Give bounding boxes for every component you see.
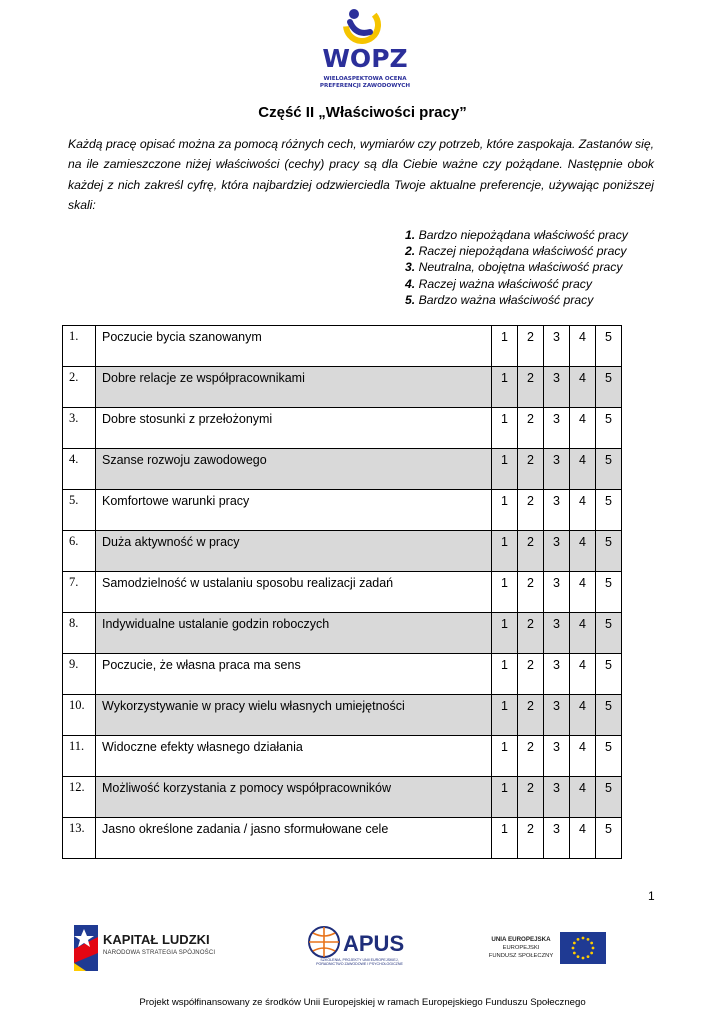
kapital-ludzki-logo (68, 923, 228, 975)
table-row (63, 736, 622, 777)
eu-star-icon (577, 955, 580, 958)
rating-option-3[interactable]: 3 (544, 408, 570, 449)
rating-option-3[interactable]: 3 (544, 818, 570, 859)
item-number: 11. (63, 736, 96, 777)
table-row (63, 408, 622, 449)
rating-option-5[interactable]: 5 (596, 613, 622, 654)
rating-option-4[interactable]: 4 (570, 367, 596, 408)
rating-option-5[interactable]: 5 (596, 367, 622, 408)
rating-option-1[interactable]: 1 (492, 408, 518, 449)
scale-item: 4. Raczej ważna właściwość pracy (405, 276, 592, 291)
rating-option-1[interactable]: 1 (492, 736, 518, 777)
item-number: 12. (63, 777, 96, 818)
eu-flag-icon (560, 932, 606, 964)
table-row (63, 654, 622, 695)
table-row (63, 326, 622, 367)
rating-option-4[interactable]: 4 (570, 613, 596, 654)
rating-option-3[interactable]: 3 (544, 490, 570, 531)
item-label: Indywidualne ustalanie godzin roboczych (96, 613, 492, 654)
rating-option-2[interactable]: 2 (518, 695, 544, 736)
rating-option-4[interactable]: 4 (570, 490, 596, 531)
rating-option-4[interactable]: 4 (570, 572, 596, 613)
table-row (63, 613, 622, 654)
rating-option-3[interactable]: 3 (544, 654, 570, 695)
eu-star-icon (572, 947, 575, 950)
item-label: Dobre relacje ze współpracownikami (96, 367, 492, 408)
item-number: 4. (63, 449, 96, 490)
logo-subtitle: WIELOASPEKTOWA OCENA PREFERENCJI ZAWODOWYCH (319, 76, 411, 89)
table-row (63, 531, 622, 572)
apus-wordmark: APUS (343, 931, 405, 956)
eu-star-icon (587, 955, 590, 958)
apus-globe-icon (305, 925, 343, 959)
rating-option-4[interactable]: 4 (570, 449, 596, 490)
rating-option-4[interactable]: 4 (570, 736, 596, 777)
rating-option-2[interactable]: 2 (518, 654, 544, 695)
rating-option-3[interactable]: 3 (544, 736, 570, 777)
scale-item: 2. Raczej niepożądana właściwość pracy (405, 244, 627, 259)
rating-option-3[interactable]: 3 (544, 326, 570, 367)
logo-wordmark: WOPZ (322, 44, 408, 73)
eu-star-icon (577, 938, 580, 941)
item-label: Samodzielność w ustalaniu sposobu realizacji zadań (96, 572, 492, 613)
rating-option-4[interactable]: 4 (570, 777, 596, 818)
rating-option-3[interactable]: 3 (544, 777, 570, 818)
eu-logo-text: UNIA EUROPEJSKA EUROPEJSKI FUNDUSZ SPOŁECZNY (488, 936, 554, 959)
rating-scale-legend (405, 227, 628, 308)
rating-option-1[interactable]: 1 (492, 326, 518, 367)
rating-option-1[interactable]: 1 (492, 449, 518, 490)
instructions: Każdą pracę opisać można za pomocą różnych cech, wymiarów czy potrzeb, które zaspokaja. Zastanów się, na ile zamieszczone niżej właściwości (cechy) pracy są dla Ciebie ważne czy pożądane. Następnie obok każdej z nich zakreśl cyfrę, która najbardziej odzwierciedla Twoje aktualne preferencje, używając poniższej skali: (68, 137, 654, 213)
rating-option-5[interactable]: 5 (596, 490, 622, 531)
rating-option-1[interactable]: 1 (492, 613, 518, 654)
rating-option-5[interactable]: 5 (596, 572, 622, 613)
rating-option-1[interactable]: 1 (492, 367, 518, 408)
rating-option-2[interactable]: 2 (518, 326, 544, 367)
rating-option-3[interactable]: 3 (544, 531, 570, 572)
item-number: 1. (63, 326, 96, 367)
rating-option-5[interactable]: 5 (596, 449, 622, 490)
rating-option-3[interactable]: 3 (544, 572, 570, 613)
rating-option-2[interactable]: 2 (518, 490, 544, 531)
rating-option-4[interactable]: 4 (570, 654, 596, 695)
rating-option-1[interactable]: 1 (492, 695, 518, 736)
rating-option-1[interactable]: 1 (492, 818, 518, 859)
rating-option-5[interactable]: 5 (596, 531, 622, 572)
rating-option-3[interactable]: 3 (544, 695, 570, 736)
rating-option-2[interactable]: 2 (518, 818, 544, 859)
table-row (63, 367, 622, 408)
item-number: 6. (63, 531, 96, 572)
table-row (63, 449, 622, 490)
item-label: Wykorzystywanie w pracy wielu własnych umiejętności (96, 695, 492, 736)
item-number: 2. (63, 367, 96, 408)
table-row (63, 572, 622, 613)
preferences-table (62, 325, 622, 859)
rating-option-1[interactable]: 1 (492, 777, 518, 818)
table-row (63, 777, 622, 818)
item-number: 5. (63, 490, 96, 531)
kapital-ludzki-emblem-icon (68, 923, 102, 973)
table-row (63, 695, 622, 736)
rating-option-5[interactable]: 5 (596, 326, 622, 367)
page-title: Część II „Właściwości pracy” (258, 104, 467, 121)
rating-option-1[interactable]: 1 (492, 490, 518, 531)
rating-option-1[interactable]: 1 (492, 654, 518, 695)
rating-option-5[interactable]: 5 (596, 695, 622, 736)
scale-item: 3. Neutralna, obojętna właściwość pracy (405, 260, 623, 275)
item-label: Szanse rozwoju zawodowego (96, 449, 492, 490)
scale-item: 1. Bardzo niepożądana właściwość pracy (405, 228, 628, 242)
rating-option-2[interactable]: 2 (518, 613, 544, 654)
rating-option-5[interactable]: 5 (596, 777, 622, 818)
rating-option-2[interactable]: 2 (518, 367, 544, 408)
rating-option-4[interactable]: 4 (570, 818, 596, 859)
apus-logo (305, 925, 415, 975)
eu-logo (484, 932, 607, 968)
rating-option-2[interactable]: 2 (518, 777, 544, 818)
rating-option-1[interactable]: 1 (492, 531, 518, 572)
page-number: 1 (648, 889, 655, 903)
rating-option-2[interactable]: 2 (518, 449, 544, 490)
rating-option-3[interactable]: 3 (544, 449, 570, 490)
eu-star-icon (592, 947, 595, 950)
wopz-emblem-icon (342, 6, 382, 44)
item-number: 9. (63, 654, 96, 695)
item-label: Duża aktywność w pracy (96, 531, 492, 572)
rating-option-4[interactable]: 4 (570, 408, 596, 449)
table-row (63, 818, 622, 859)
item-number: 7. (63, 572, 96, 613)
eu-star-icon (582, 957, 585, 960)
item-number: 10. (63, 695, 96, 736)
scale-item: 5. Bardzo ważna właściwość pracy (405, 292, 594, 307)
item-label: Poczucie, że własna praca ma sens (96, 654, 492, 695)
rating-option-5[interactable]: 5 (596, 408, 622, 449)
item-number: 8. (63, 613, 96, 654)
kapital-ludzki-title: KAPITAŁ LUDZKI (103, 932, 210, 947)
rating-option-1[interactable]: 1 (492, 572, 518, 613)
item-label: Jasno określone zadania / jasno sformułowane cele (96, 818, 492, 859)
rating-option-2[interactable]: 2 (518, 572, 544, 613)
rating-option-5[interactable]: 5 (596, 654, 622, 695)
rating-option-2[interactable]: 2 (518, 531, 544, 572)
eu-star-icon (582, 937, 585, 940)
table-row (63, 490, 622, 531)
rating-option-4[interactable]: 4 (570, 326, 596, 367)
rating-option-4[interactable]: 4 (570, 695, 596, 736)
item-number: 3. (63, 408, 96, 449)
rating-option-3[interactable]: 3 (544, 613, 570, 654)
wopz-logo (300, 6, 430, 96)
rating-option-5[interactable]: 5 (596, 818, 622, 859)
kapital-ludzki-subtitle: NARODOWA STRATEGIA SPÓJNOŚCI (103, 950, 216, 956)
apus-subtitle: SZKOLENIA, PROJEKTY UNII EUROPEJSKIEJ, PORADNICTWO ZAWODOWE I PSYCHOLOGICZNE (316, 958, 403, 967)
item-label: Komfortowe warunki pracy (96, 490, 492, 531)
eu-star-icon (587, 938, 590, 941)
item-number: 13. (63, 818, 96, 859)
item-label: Dobre stosunki z przełożonymi (96, 408, 492, 449)
footer-note: Projekt współfinansowany ze środków Unii Europejskiej w ramach Europejskiego Funduszu Społecznego (139, 997, 586, 1008)
rating-option-5[interactable]: 5 (596, 736, 622, 777)
rating-option-3[interactable]: 3 (544, 367, 570, 408)
item-label: Możliwość korzystania z pomocy współpracowników (96, 777, 492, 818)
eu-star-icon (573, 942, 576, 945)
item-label: Widoczne efekty własnego działania (96, 736, 492, 777)
rating-option-2[interactable]: 2 (518, 736, 544, 777)
eu-star-icon (590, 942, 593, 945)
rating-option-2[interactable]: 2 (518, 408, 544, 449)
eu-star-icon (590, 952, 593, 955)
eu-star-icon (573, 952, 576, 955)
item-label: Poczucie bycia szanowanym (96, 326, 492, 367)
rating-option-4[interactable]: 4 (570, 531, 596, 572)
